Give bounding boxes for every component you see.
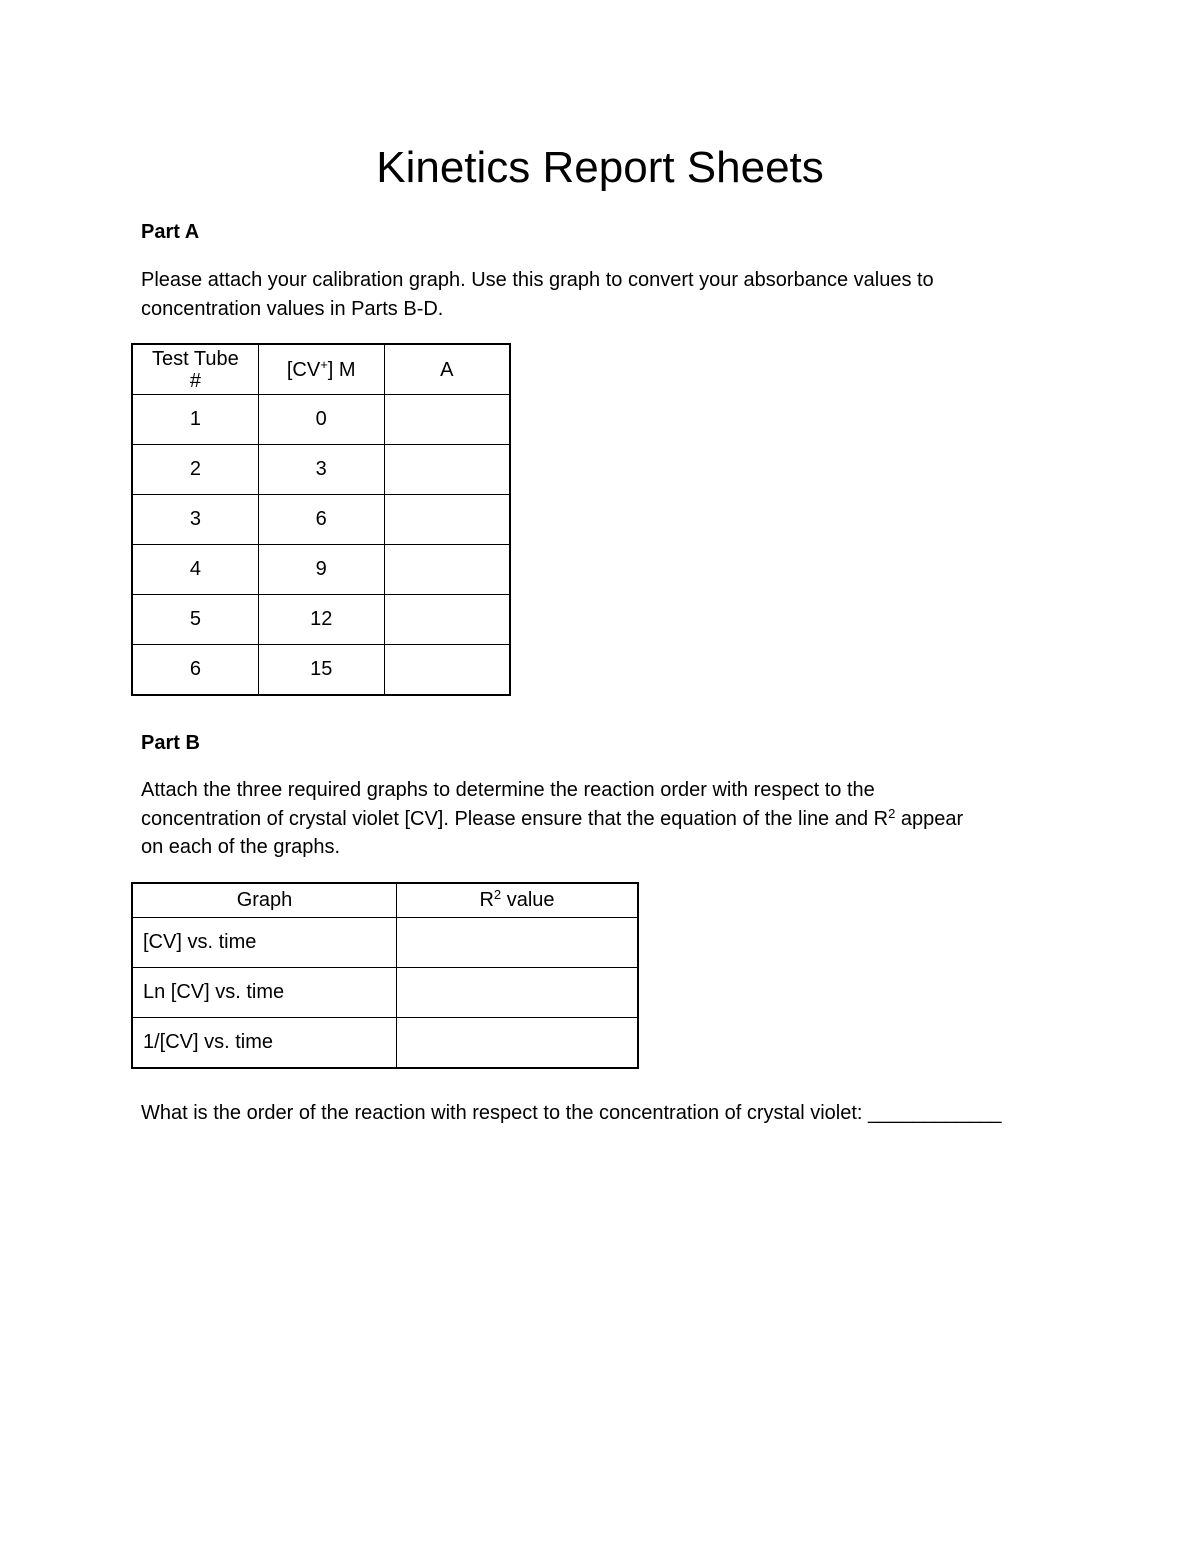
part-b-instructions-line-2-b: appear <box>895 807 964 830</box>
absorbance-input-cell[interactable] <box>384 545 510 595</box>
header-r2-label: R <box>479 889 494 911</box>
page-title: Kinetics Report Sheets <box>376 143 824 192</box>
graph-name-cell: 1/[CV] vs. time <box>132 1018 397 1069</box>
header-concentration-suffix: ] M <box>327 358 356 381</box>
absorbance-input-cell[interactable] <box>384 495 510 545</box>
header-test-tube <box>132 344 258 395</box>
part-b-instructions-line-2 <box>141 805 963 834</box>
r2-input-cell[interactable] <box>397 1018 639 1069</box>
part-a-instructions-line-2: concentration values in Parts B-D. <box>141 297 444 320</box>
tube-cell: 6 <box>132 645 258 696</box>
concentration-cell: 3 <box>258 445 384 495</box>
table-row <box>132 495 510 545</box>
table-row <box>132 968 638 1018</box>
tube-cell: 3 <box>132 495 258 545</box>
tube-cell: 1 <box>132 395 258 445</box>
table-row <box>132 645 510 696</box>
part-b-instructions <box>141 776 963 862</box>
header-test-tube-line-1: Test Tube <box>152 347 239 370</box>
absorbance-input-cell[interactable] <box>384 395 510 445</box>
tube-cell: 4 <box>132 545 258 595</box>
calibration-table-header-row <box>132 344 510 395</box>
part-b-instructions-line-1: Attach the three required graphs to determine the reaction order with respect to the <box>141 779 875 801</box>
header-r2-suffix: value <box>501 889 555 911</box>
table-row <box>132 445 510 495</box>
table-row <box>132 595 510 645</box>
table-row <box>132 395 510 445</box>
table-row <box>132 545 510 595</box>
part-b-heading: Part B <box>141 732 200 754</box>
concentration-cell: 6 <box>258 495 384 545</box>
r2-input-cell[interactable] <box>397 968 639 1018</box>
calibration-table <box>131 343 511 696</box>
graph-name-cell: [CV] vs. time <box>132 918 397 968</box>
concentration-cell: 0 <box>258 395 384 445</box>
absorbance-input-cell[interactable] <box>384 445 510 495</box>
tube-cell: 2 <box>132 445 258 495</box>
part-a-heading: Part A <box>141 221 200 243</box>
part-a-instructions <box>141 266 934 323</box>
reaction-order-question[interactable]: What is the order of the reaction with respect to the concentration of crystal violet: ____________ <box>141 1102 1002 1124</box>
part-b-instructions-line-2-sup: 2 <box>888 805 896 821</box>
absorbance-input-cell[interactable] <box>384 645 510 696</box>
graph-r2-table-header-row <box>132 883 638 918</box>
concentration-cell: 12 <box>258 595 384 645</box>
header-graph: Graph <box>132 883 397 918</box>
header-test-tube-line-2: # <box>189 369 201 392</box>
graph-r2-table <box>131 882 639 1069</box>
part-b-instructions-line-2-a: concentration of crystal violet [CV]. Please ensure that the equation of the line and R <box>141 807 889 830</box>
header-absorbance: A <box>384 344 510 395</box>
header-concentration-sup: + <box>320 356 328 372</box>
concentration-cell: 9 <box>258 545 384 595</box>
r2-input-cell[interactable] <box>397 918 639 968</box>
header-concentration <box>258 344 384 395</box>
tube-cell: 5 <box>132 595 258 645</box>
header-concentration-label: [CV <box>286 358 321 381</box>
part-a-instructions-line-1: Please attach your calibration graph. Use this graph to convert your absorbance values to <box>141 269 934 291</box>
part-b-instructions-line-3: on each of the graphs. <box>141 836 341 858</box>
graph-name-cell: Ln [CV] vs. time <box>132 968 397 1018</box>
table-row <box>132 918 638 968</box>
header-r2-value <box>397 883 639 918</box>
header-r2-sup: 2 <box>493 887 502 902</box>
table-row <box>132 1018 638 1069</box>
concentration-cell: 15 <box>258 645 384 696</box>
absorbance-input-cell[interactable] <box>384 595 510 645</box>
